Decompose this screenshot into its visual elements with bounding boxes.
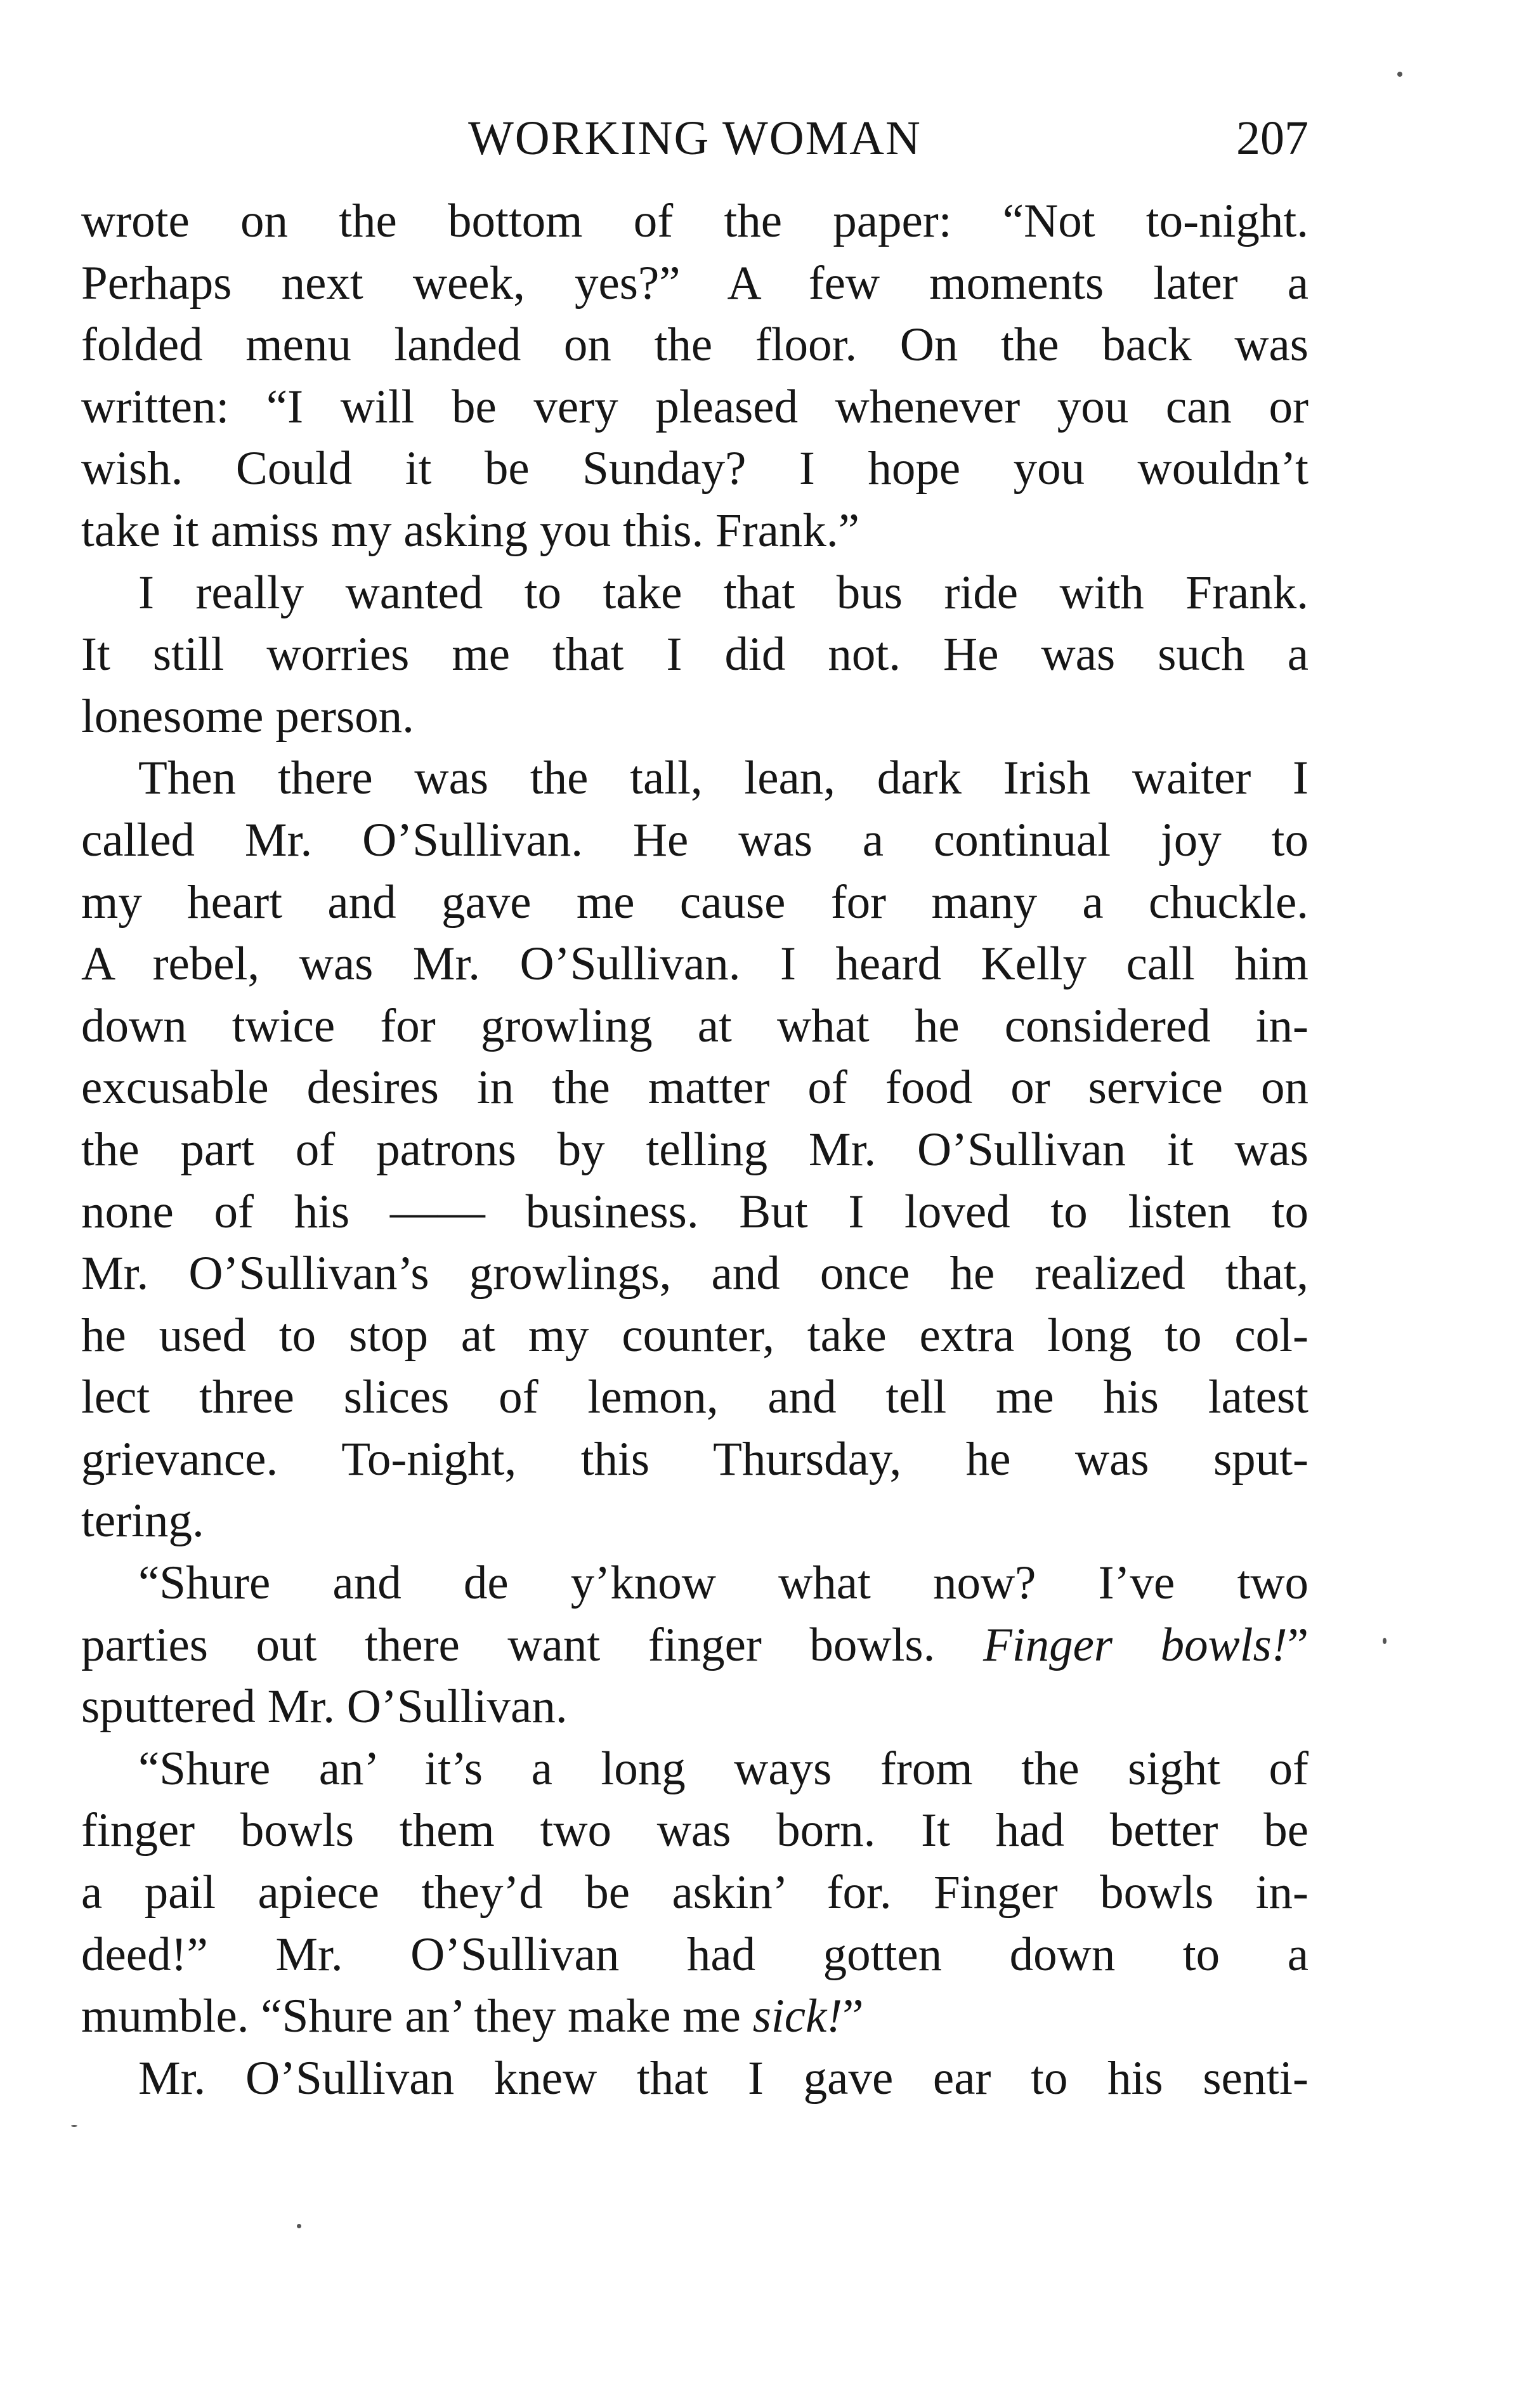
text-line: lonesome person. <box>81 689 414 743</box>
scan-speck <box>1383 1638 1387 1644</box>
text-line: “Shure and de y’know what now? I’ve two <box>138 1557 1308 1610</box>
text-line: sputtered Mr. O’Sullivan. <box>81 1680 568 1734</box>
running-title: WORKING WOMAN <box>468 112 922 165</box>
paragraph-3 <box>81 747 1308 1552</box>
text-line <box>81 1614 1308 1676</box>
text-line: wish. Could it be Sunday? I hope you wouldn’t <box>81 442 1308 495</box>
text-line: down twice for growling at what he considered in- <box>81 999 1308 1052</box>
text-line: I really wanted to take that bus ride with Frank. <box>138 566 1308 619</box>
text-line: A rebel, was Mr. O’Sullivan. I heard Kelly call him <box>81 937 1308 991</box>
running-head <box>81 107 1308 170</box>
text-line: Mr. O’Sullivan knew that I gave ear to his senti- <box>138 2051 1308 2105</box>
text-line: tering. <box>81 1494 204 1548</box>
text-line: grievance. To-night, this Thursday, he was sput- <box>81 1432 1308 1486</box>
text-line: take it amiss my asking you this. Frank.” <box>81 504 859 557</box>
italic-run: sick! <box>752 1990 843 2043</box>
text-line: called Mr. O’Sullivan. He was a continual joy to <box>81 813 1308 866</box>
text-line: excusable desires in the matter of food or service on <box>81 1061 1308 1114</box>
text-line: finger bowls them two was born. It had better be <box>81 1804 1308 1857</box>
text-line: lect three slices of lemon, and tell me his latest <box>81 1371 1308 1424</box>
paragraph-2 <box>81 562 1308 748</box>
text-line: a pail apiece they’d be askin’ for. Finger bowls in- <box>81 1866 1308 1919</box>
italic-run: Finger bowls! <box>982 1618 1288 1671</box>
paragraph-5 <box>81 1738 1308 2048</box>
text-line: It still worries me that I did not. He was such a <box>81 628 1308 681</box>
text-run: mumble. “Shure an’ they make me <box>81 1990 753 2043</box>
text-line: “Shure an’ it’s a long ways from the sight of <box>138 1742 1308 1795</box>
text-line: Then there was the tall, lean, dark Irish waiter I <box>138 752 1308 805</box>
text-line: written: “I will be very pleased whenever you can or <box>81 380 1308 433</box>
scan-speck <box>71 2125 77 2127</box>
text-line: Mr. O’Sullivan’s growlings, and once he realized that, <box>81 1247 1308 1300</box>
text-line: Perhaps next week, yes?” A few moments later a <box>81 256 1308 310</box>
paragraph-1 <box>81 190 1308 562</box>
text-run: ” <box>842 1990 864 2043</box>
scan-speck <box>1397 72 1402 77</box>
paragraph-4 <box>81 1552 1308 1738</box>
text-line: none of his —— business. But I loved to listen to <box>81 1185 1308 1238</box>
text-line: wrote on the bottom of the paper: “Not to-night. <box>81 195 1308 247</box>
text-line: the part of patrons by telling Mr. O’Sullivan it was <box>81 1123 1308 1176</box>
text-line <box>81 1985 1308 2048</box>
text-line: my heart and gave me cause for many a chuckle. <box>81 875 1308 929</box>
scan-speck <box>297 2224 301 2228</box>
text-line: deed!” Mr. O’Sullivan had gotten down to a <box>81 1928 1308 1981</box>
paragraph-6 <box>81 2048 1308 2110</box>
text-line: he used to stop at my counter, take extra long to col- <box>81 1309 1308 1362</box>
text-run: ” <box>1287 1618 1309 1671</box>
text-run: parties out there want finger bowls. <box>81 1618 983 1671</box>
text-line: folded menu landed on the floor. On the back was <box>81 318 1308 372</box>
page-number: 207 <box>1236 112 1308 165</box>
body-text <box>81 190 1308 2109</box>
